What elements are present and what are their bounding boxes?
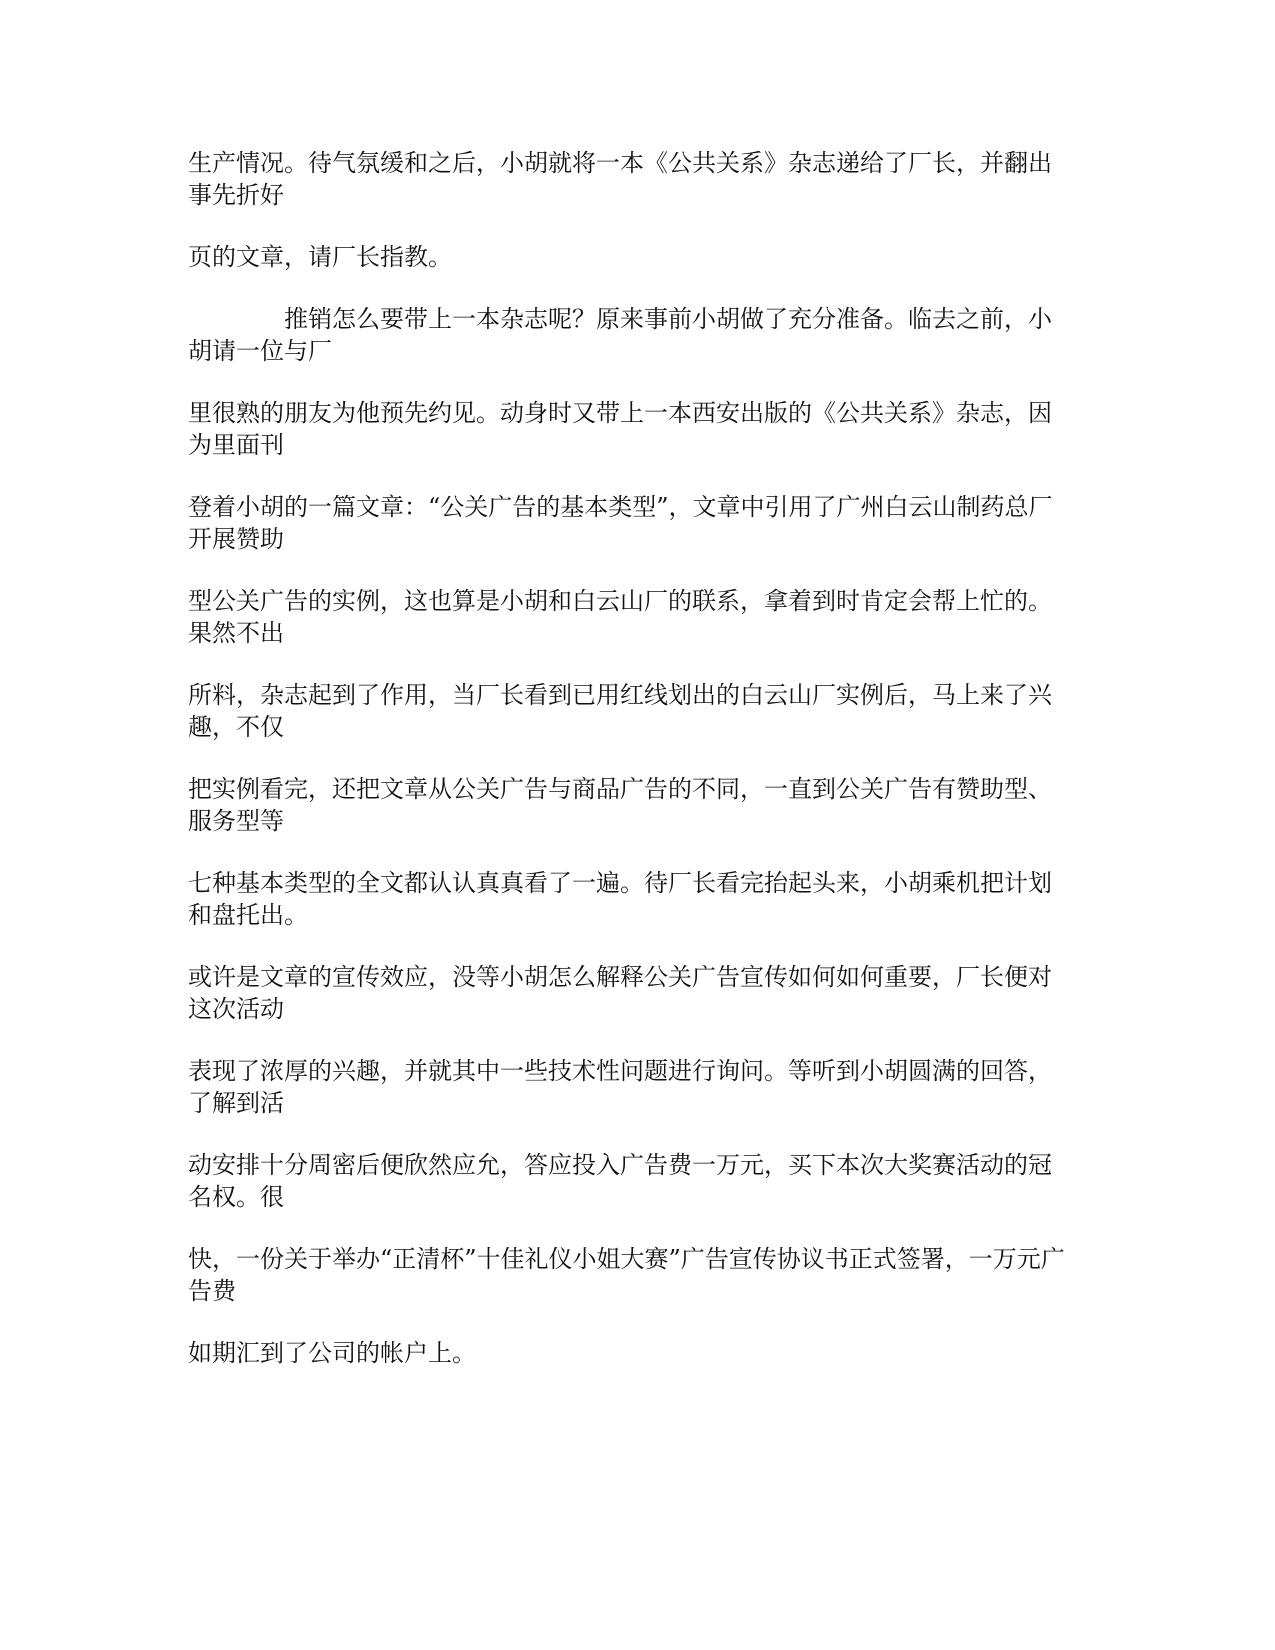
text-line: 页的文章，请厂长指教。 (188, 243, 452, 271)
text-line: 表现了浓厚的兴趣，并就其中一些技术性问题进行询问。等听到小胡圆满的回答， (188, 1057, 1052, 1085)
text-line: 了解到活 (188, 1089, 284, 1117)
text-line: 为里面刊 (188, 431, 284, 459)
text-line: 里很熟的朋友为他预先约见。动身时又带上一本西安出版的《公共关系》杂志，因 (188, 399, 1052, 427)
text-line: 或许是文章的宣传效应，没等小胡怎么解释公关广告宣传如何如何重要，厂长便对 (188, 963, 1052, 991)
text-line: 推销怎么要带上一本杂志呢？原来事前小胡做了充分准备。临去之前，小 (284, 305, 1052, 333)
text-line: 快，一份关于举办“正清杯”十佳礼仪小姐大赛”广告宣传协议书正式签署，一万元广 (188, 1245, 1065, 1273)
text-line: 告费 (188, 1277, 236, 1305)
document-body (188, 147, 1088, 1399)
paragraph (188, 147, 1088, 211)
text-line: 服务型等 (188, 807, 284, 835)
text-line: 生产情况。待气氛缓和之后，小胡就将一本《公共关系》杂志递给了厂长，并翻出 (188, 149, 1052, 177)
paragraph (188, 491, 1088, 555)
paragraph (188, 1055, 1088, 1119)
text-line: 胡请一位与厂 (188, 337, 332, 365)
paragraph (188, 1337, 1088, 1369)
text-line: 名权。很 (188, 1183, 284, 1211)
paragraph (188, 773, 1088, 837)
text-line: 这次活动 (188, 995, 284, 1023)
text-line: 七种基本类型的全文都认认真真看了一遍。待厂长看完抬起头来，小胡乘机把计划 (188, 869, 1052, 897)
paragraph (188, 867, 1088, 931)
paragraph (188, 679, 1088, 743)
paragraph (188, 961, 1088, 1025)
text-line: 型公关广告的实例，这也算是小胡和白云山厂的联系，拿着到时肯定会帮上忙的。 (188, 587, 1052, 615)
text-line: 趣，不仅 (188, 713, 284, 741)
paragraph (188, 585, 1088, 649)
text-line: 所料，杂志起到了作用，当厂长看到已用红线划出的白云山厂实例后，马上来了兴 (188, 681, 1052, 709)
paragraph (188, 397, 1088, 461)
paragraph (188, 241, 1088, 273)
paragraph (188, 1243, 1088, 1307)
text-line: 开展赞助 (188, 525, 284, 553)
text-line: 把实例看完，还把文章从公关广告与商品广告的不同，一直到公关广告有赞助型、 (188, 775, 1052, 803)
paragraph-indented (188, 303, 1088, 367)
text-line: 果然不出 (188, 619, 284, 647)
text-line: 事先折好 (188, 181, 284, 209)
text-line: 和盘托出。 (188, 901, 308, 929)
text-line: 登着小胡的一篇文章：“公关广告的基本类型”，文章中引用了广州白云山制药总厂 (188, 493, 1053, 521)
text-line: 动安排十分周密后便欣然应允，答应投入广告费一万元，买下本次大奖赛活动的冠 (188, 1151, 1052, 1179)
text-line: 如期汇到了公司的帐户上。 (188, 1339, 476, 1367)
paragraph (188, 1149, 1088, 1213)
